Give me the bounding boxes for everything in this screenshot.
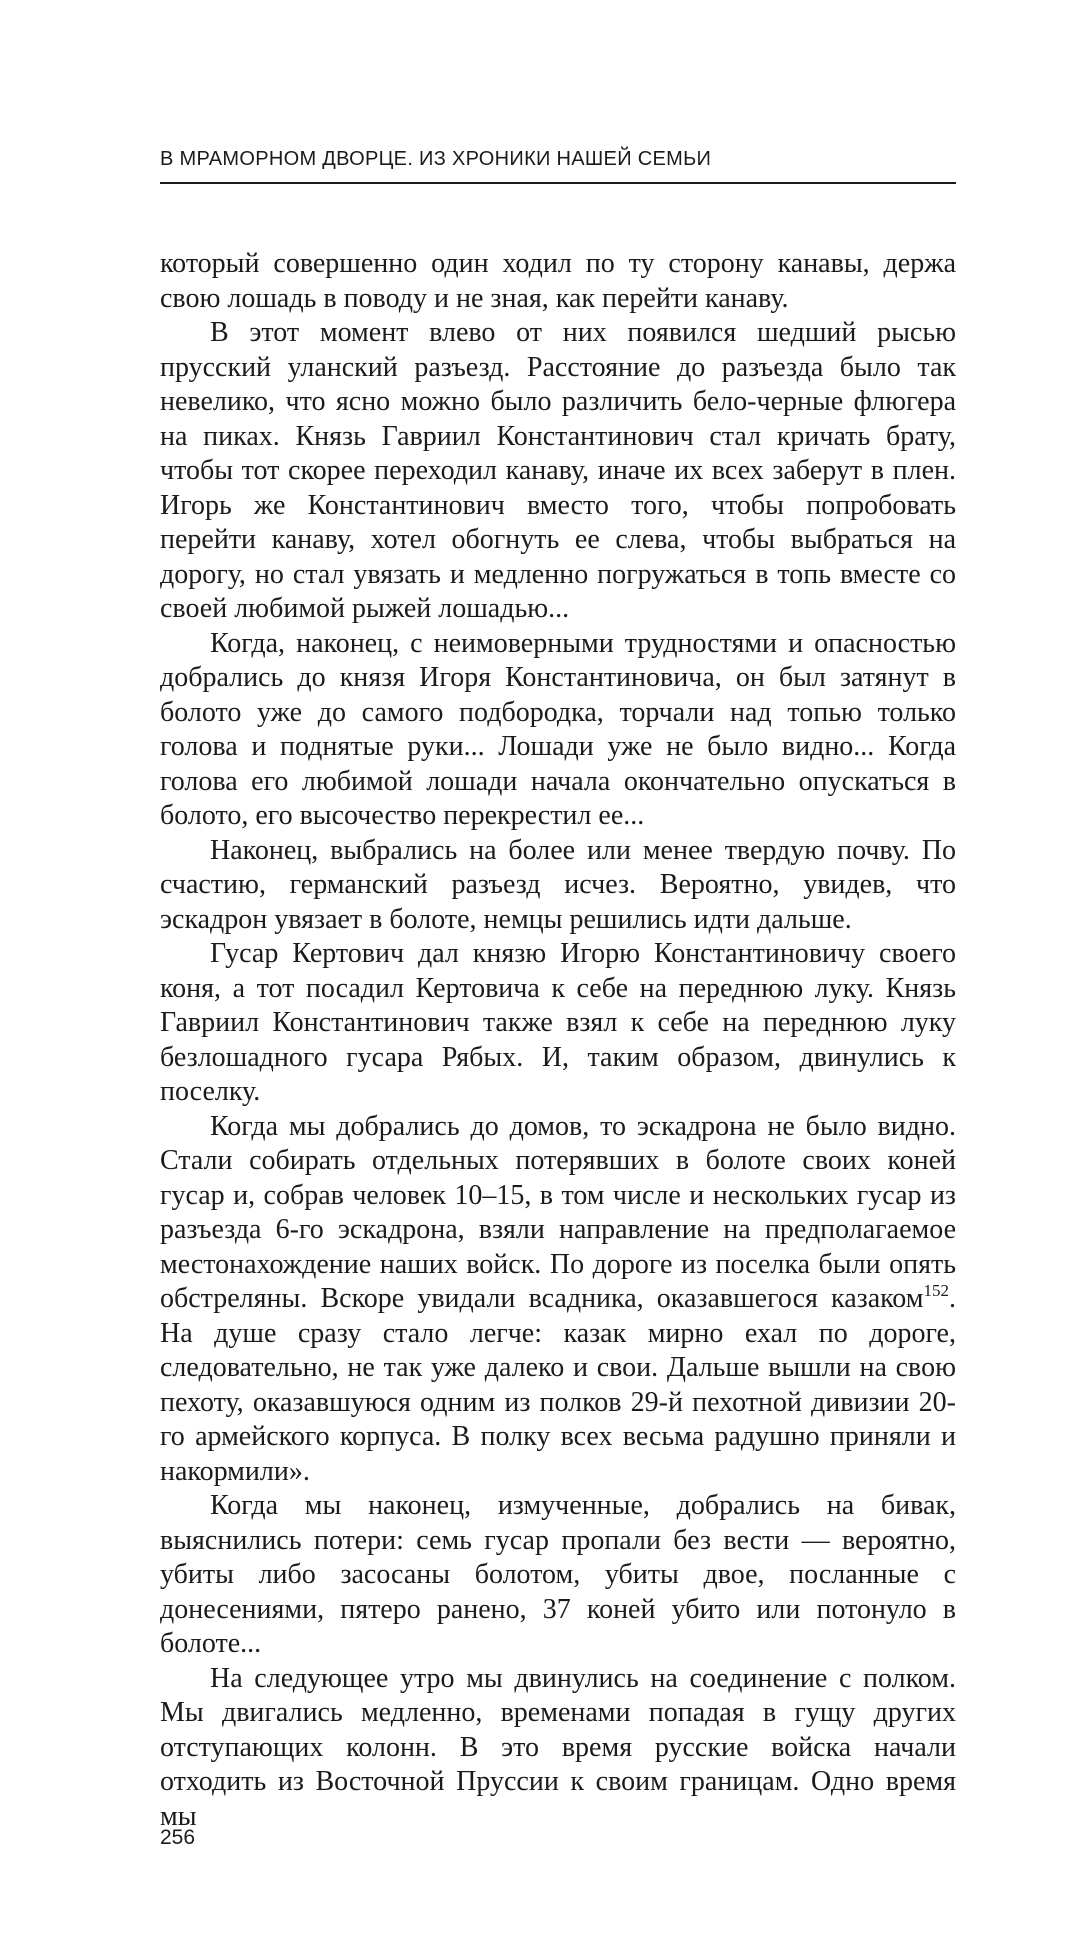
paragraph: который совершенно один ходил по ту сторону канавы, держа свою лошадь в поводу и не зная, как перейти канаву. (160, 248, 956, 314)
paragraph: Когда, наконец, с неимоверными трудностями и опасностью добрались до князя Игоря Константиновича, он был затянут в болото уже до самого подбородка, торчали над топью только голова и поднятые руки... Лошади уже не было видно... Когда голова его любимой лошади начала окончательно опускаться в болото, его высочество перекрестил ее... (160, 627, 956, 831)
running-head: В МРАМОРНОМ ДВОРЦЕ. ИЗ ХРОНИКИ НАШЕЙ СЕМЬИ (160, 148, 712, 170)
paragraph-with-footnote (160, 1110, 956, 1490)
paragraph: В этот момент влево от них появился шедший рысью прусский уланский разъезд. Расстояние до разъезда было так невелико, что ясно можно было различить бело-черные флюгера на пиках. Князь Гавриил Константинович стал кричать брату, чтобы тот скорее переходил канаву, иначе их всех заберут в плен. Игорь же Константинович вместо того, чтобы попробовать перейти канаву, хотел обогнуть ее слева, чтобы выбраться на дорогу, но стал увязать и медленно погружаться в топь вместе со своей любимой рыжей лошадью... (160, 317, 956, 624)
footnote-reference: 152 (923, 1281, 949, 1300)
paragraph: Наконец, выбрались на более или менее твердую почву. По счастию, германский разъезд исчез. Вероятно, увидев, что эскадрон увязает в болоте, немцы решились идти дальше. (160, 834, 956, 935)
paragraph-text: Когда мы добрались до домов, то эскадрона не было видно. Стали собирать отдельных потерявших в болоте своих коней гусар и, собрав человек 10–15, в том числе и нескольких гусар из разъезда 6-го эскадрона, взяли направление на предполагаемое местонахождение наших войск. По дороге из поселка были опять обстреляны. Вскоре увидали всадника, оказавшегося казаком (160, 1110, 956, 1314)
paragraph-text: . На душе сразу стало легче: казак мирно ехал по дороге, следовательно, не так уже далеко и свои. Дальше вышли на свою пехоту, оказавшуюся одним из полков 29-й пехотной дивизии 20-го армейского корпуса. В полку всех весьма радушно приняли и накормили». (160, 1283, 956, 1487)
paragraph: Когда мы наконец, измученные, добрались на бивак, выяснились потери: семь гусар пропали без вести — вероятно, убиты либо засосаны болотом, убиты двое, посланные с донесениями, пятеро ранено, 37 коней убито или потонуло в болоте... (160, 1490, 956, 1659)
body-text (160, 247, 956, 1834)
header-rule (160, 182, 956, 184)
page-number: 256 (160, 1826, 196, 1849)
paragraph: Гусар Кертович дал князю Игорю Константиновичу своего коня, а тот посадил Кертовича к себе на переднюю луку. Князь Гавриил Константинович также взял к себе на переднюю луку безлошадного гусара Рябых. И, таким образом, двинулись к поселку. (160, 938, 956, 1107)
paragraph: На следующее утро мы двинулись на соединение с полком. Мы двигались медленно, временами попадая в гущу других отступающих колонн. В это время русские войска начали отходить из Восточной Пруссии к своим границам. Одно время мы (160, 1662, 956, 1832)
